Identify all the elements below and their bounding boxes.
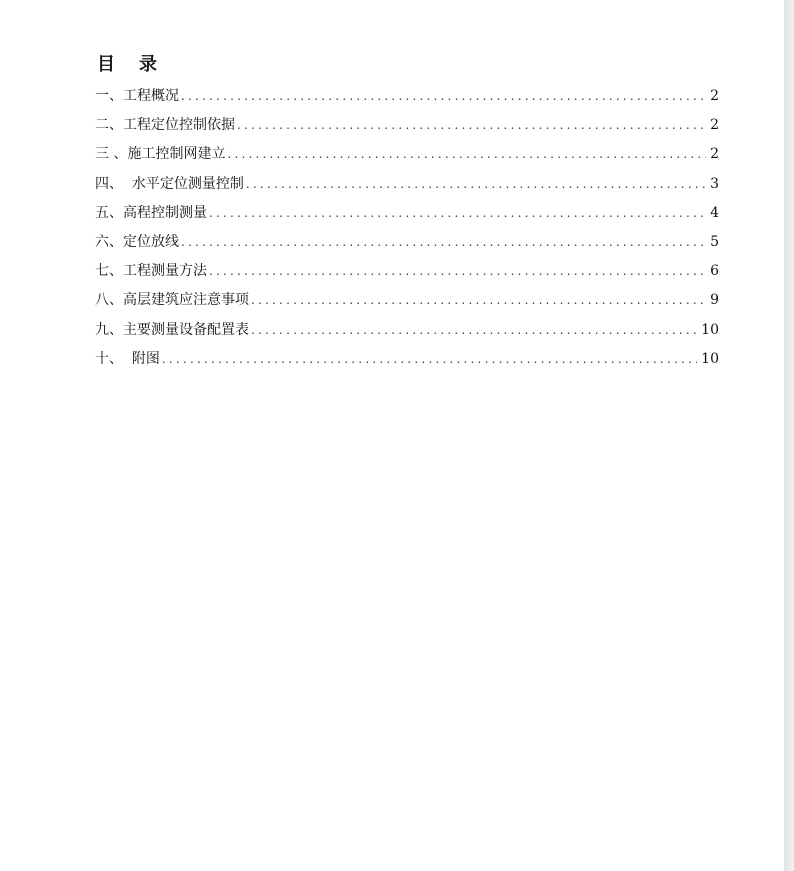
toc-entry-label: 二、工程定位控制依据 xyxy=(95,117,235,134)
page-edge-shadow xyxy=(784,0,794,871)
toc-title xyxy=(97,50,157,76)
toc-entry-label: 五、高程控制测量 xyxy=(95,204,207,221)
toc-entry-label: 三 、施工控制网建立 xyxy=(95,146,226,163)
toc-entry-5[interactable] xyxy=(95,201,719,230)
toc-dot-leader xyxy=(209,259,706,283)
toc-dot-leader xyxy=(237,113,706,137)
toc-entry-2[interactable] xyxy=(95,113,719,142)
toc-entry-10[interactable] xyxy=(95,347,719,376)
toc-entry-label: 七、工程测量方法 xyxy=(95,263,207,280)
toc-entry-label: 九、主要测量设备配置表 xyxy=(95,321,249,338)
toc-dot-leader xyxy=(181,84,706,108)
toc-entry-page-number: 10 xyxy=(701,350,719,367)
toc-entry-page-number: 9 xyxy=(710,292,719,309)
toc-entry-3[interactable] xyxy=(95,142,719,171)
toc-dot-leader xyxy=(227,142,706,166)
toc-entry-4[interactable] xyxy=(95,172,719,201)
toc-dot-leader xyxy=(251,288,706,312)
toc-dot-leader xyxy=(162,347,697,371)
toc-entry-label: 一、工程概况 xyxy=(95,88,179,104)
toc-entry-label: 八、高层建筑应注意事项 xyxy=(95,292,249,309)
toc-list xyxy=(95,84,719,376)
toc-entry-9[interactable] xyxy=(95,318,719,347)
toc-entry-8[interactable] xyxy=(95,288,719,317)
toc-dot-leader xyxy=(251,318,697,342)
toc-dot-leader xyxy=(181,230,706,254)
toc-title-second-char: 录 xyxy=(139,54,157,75)
toc-dot-leader xyxy=(246,172,706,196)
toc-entry-page-number: 10 xyxy=(701,321,719,338)
toc-dot-leader xyxy=(209,201,706,225)
toc-entry-page-number: 5 xyxy=(710,233,719,250)
toc-title-first-char: 目 xyxy=(97,54,115,75)
toc-entry-1[interactable] xyxy=(95,84,719,113)
toc-entry-page-number: 4 xyxy=(710,204,719,221)
toc-entry-page-number: 3 xyxy=(710,175,719,192)
toc-entry-page-number: 2 xyxy=(710,88,719,104)
toc-entry-7[interactable] xyxy=(95,259,719,288)
toc-entry-page-number: 2 xyxy=(710,146,719,163)
toc-entry-label: 六、定位放线 xyxy=(95,233,179,250)
toc-entry-label: 十、 附图 xyxy=(95,350,160,367)
toc-entry-6[interactable] xyxy=(95,230,719,259)
toc-entry-page-number: 2 xyxy=(710,117,719,134)
toc-entry-label: 四、 水平定位测量控制 xyxy=(95,175,244,192)
toc-entry-page-number: 6 xyxy=(710,263,719,280)
